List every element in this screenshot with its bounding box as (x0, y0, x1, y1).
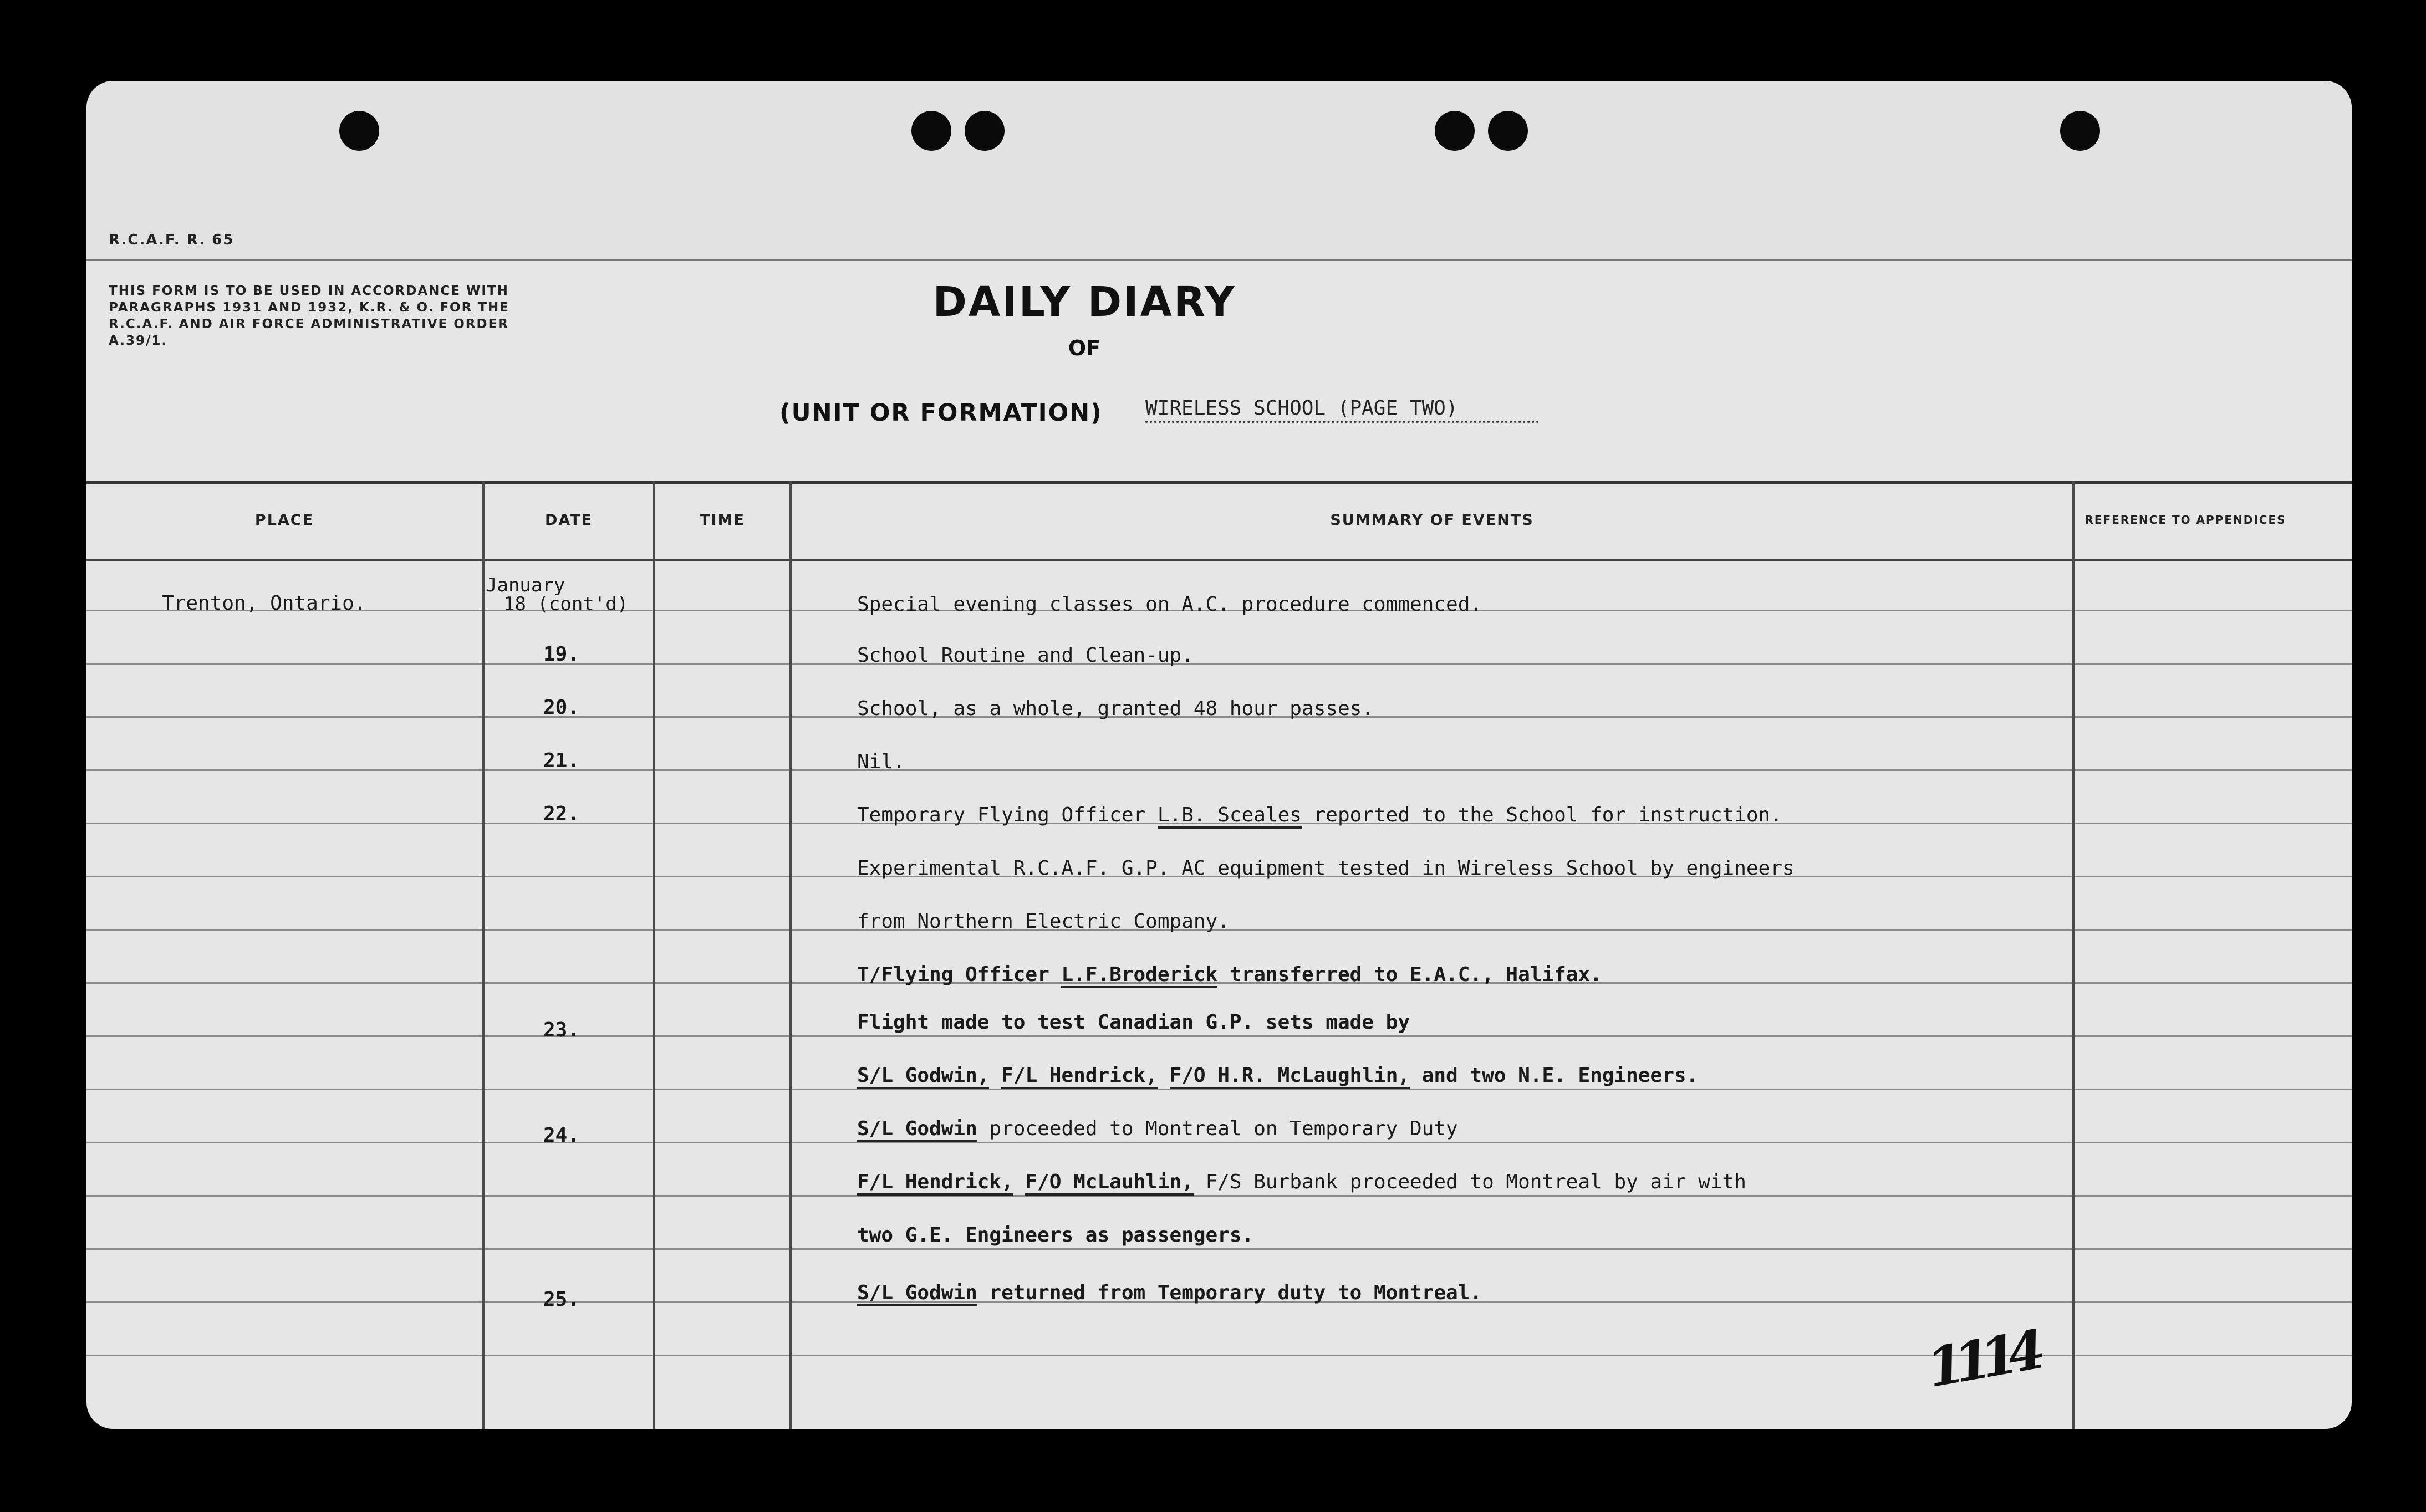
date-cell: 24. (543, 1124, 580, 1147)
event-text-part: reported to the School for instruction. (1301, 804, 1782, 826)
title-of: OF (1068, 336, 1101, 360)
event-text-part: returned from Temporary duty to Montreal. (977, 1281, 1482, 1304)
page-title: DAILY DIARY (932, 278, 1236, 326)
event-text-part: transferred to E.A.C., Halifax. (1217, 963, 1602, 986)
officer-name: L.F.Broderick (1061, 963, 1217, 988)
event-text: Special evening classes on A.C. procedure commenced. (857, 593, 1482, 616)
place-cell: Trenton, Ontario. (162, 592, 366, 615)
event-text: Flight made to test Canadian G.P. sets made by (857, 1011, 1410, 1034)
event-text-part: proceeded to Montreal on Temporary Duty (977, 1117, 1458, 1140)
header-rule (86, 259, 2352, 261)
diary-card (86, 81, 2352, 1429)
card-top-strip (86, 81, 2352, 258)
date-cell: 19. (543, 643, 580, 666)
column-header-summary: SUMMARY OF EVENTS (1330, 511, 1534, 529)
event-text: Nil. (857, 750, 905, 773)
officer-name: F/O McLauhlin, (1025, 1171, 1193, 1196)
row-rule (86, 1195, 2352, 1197)
column-divider (789, 481, 792, 1429)
event-text (857, 1171, 1746, 1193)
handwritten-page-number: 1114 (1922, 1319, 2040, 1400)
punch-hole (1488, 111, 1528, 151)
officer-name: S/L Godwin (857, 1281, 977, 1306)
form-number: R.C.A.F. R. 65 (109, 232, 235, 248)
punch-hole (2060, 111, 2100, 151)
column-divider (482, 481, 485, 1429)
date-cell: 23. (543, 1019, 580, 1041)
form-instructions: THIS FORM IS TO BE USED IN ACCORDANCE WITH PARAGRAPHS 1931 AND 1932, K.R. & O. FOR THE R.C.A.F. AND AIR FORCE ADMINISTRATIVE ORDER A.39/1. (109, 284, 509, 348)
header-bottom-rule (86, 559, 2352, 561)
column-divider (653, 481, 655, 1429)
diary-table (86, 481, 2352, 1429)
row-rule (86, 1035, 2352, 1037)
column-header-date: DATE (544, 511, 593, 529)
column-header-time: TIME (700, 511, 745, 529)
unit-value: WIRELESS SCHOOL (PAGE TWO) (1145, 397, 1539, 423)
column-divider (2072, 481, 2075, 1429)
officer-name: L.B. Sceales (1158, 804, 1302, 829)
punch-hole (1435, 111, 1475, 151)
row-rule (86, 1142, 2352, 1143)
event-text: two G.E. Engineers as passengers. (857, 1224, 1254, 1247)
punch-hole (965, 111, 1005, 151)
officer-name: S/L Godwin, (857, 1064, 989, 1089)
punch-hole (911, 111, 951, 151)
date-cell: 20. (543, 696, 580, 719)
officer-name: F/L Hendrick, (857, 1171, 1013, 1196)
row-rule (86, 769, 2352, 771)
event-text (857, 963, 1602, 986)
event-text: School, as a whole, granted 48 hour passes. (857, 697, 1374, 720)
column-header-place: PLACE (254, 511, 314, 529)
column-header-reference: REFERENCE TO APPENDICES (2084, 513, 2286, 527)
date-cell: 21. (543, 749, 580, 772)
punch-hole (339, 111, 379, 151)
event-text (857, 804, 1782, 826)
event-text: Experimental R.C.A.F. G.P. AC equipment tested in Wireless School by engineers (857, 857, 1795, 880)
event-text-part: Temporary Flying Officer (857, 804, 1158, 826)
unit-label: (UNIT OR FORMATION) (779, 399, 1103, 427)
row-rule (86, 663, 2352, 665)
date-cell: 25. (543, 1288, 580, 1311)
officer-name: S/L Godwin (857, 1117, 977, 1142)
event-text (857, 1064, 1698, 1087)
event-text (857, 1281, 1482, 1304)
officer-name: F/O H.R. McLaughlin, (1170, 1064, 1410, 1089)
event-text-part: and two N.E. Engineers. (1410, 1064, 1699, 1087)
event-text (857, 1117, 1458, 1140)
event-text-part: F/S Burbank proceeded to Montreal by air with (1193, 1171, 1746, 1193)
officer-name: F/L Hendrick, (1001, 1064, 1158, 1089)
event-text-part: T/Flying Officer (857, 963, 1062, 986)
row-rule (86, 1248, 2352, 1250)
event-text: from Northern Electric Company. (857, 910, 1230, 933)
date-cell: 18 (cont'd) (503, 593, 629, 615)
event-text: School Routine and Clean-up. (857, 644, 1194, 667)
date-cell: 22. (543, 803, 580, 825)
date-month: January (486, 574, 565, 596)
